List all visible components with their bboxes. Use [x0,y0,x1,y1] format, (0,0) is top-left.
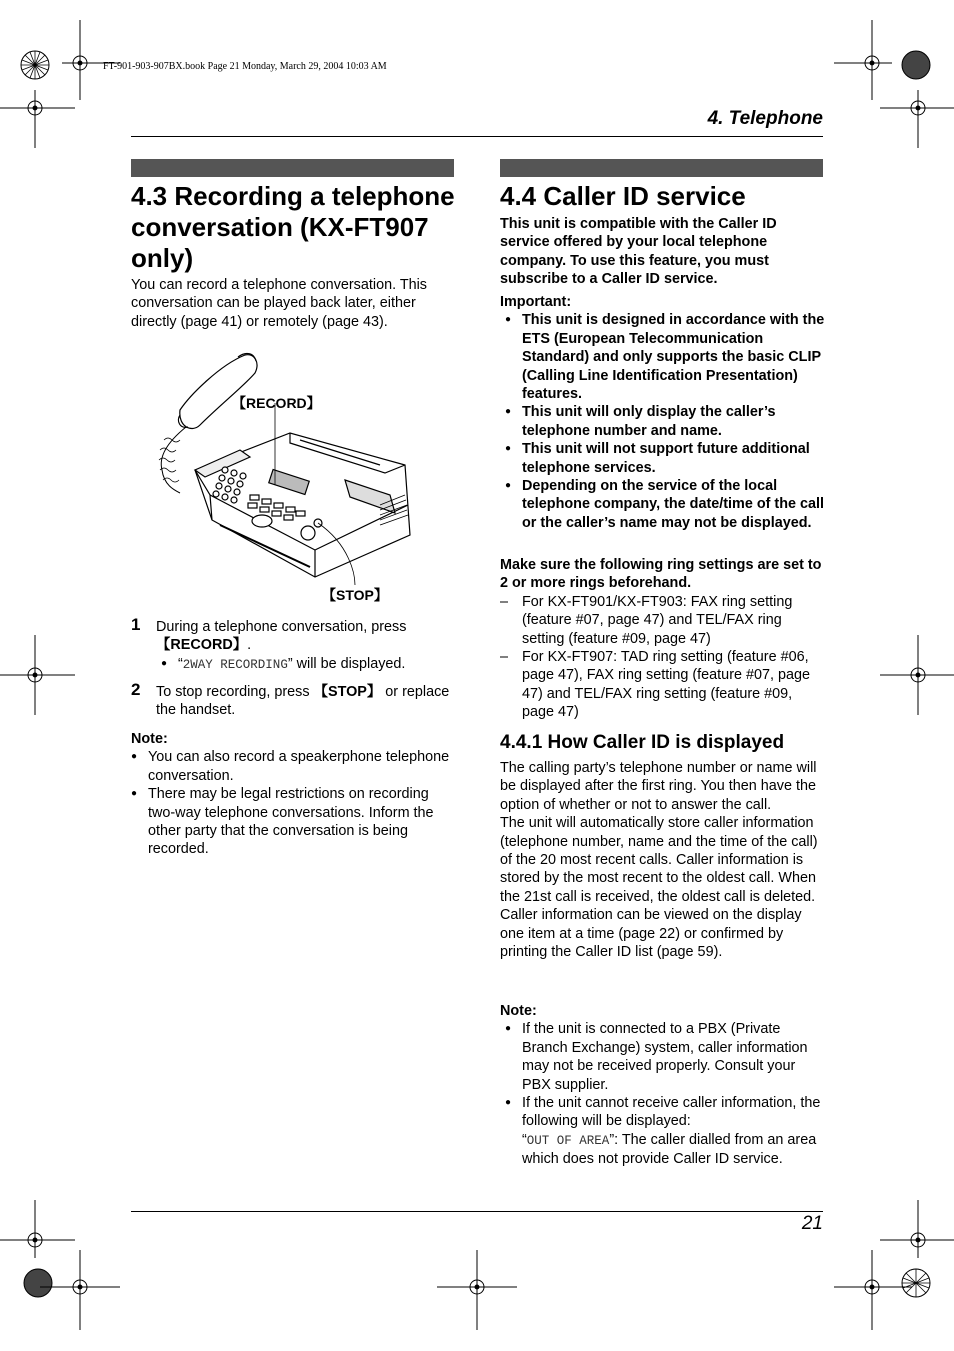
step-1-text: During a telephone conversation, press [156,619,407,635]
step-1-bullets [156,655,456,674]
note-caller-id [500,1002,825,1169]
lcd-2way-recording: 2WAY RECORDING [182,657,288,672]
section-title-4-4: 4.4 Caller ID service [500,181,746,211]
important-item: ● This unit will only display the caller’s telephone number and name. [500,403,825,440]
important-heading: Important: [500,294,572,310]
step-2-number: 2 [131,680,141,699]
note-item [500,1094,825,1169]
page-number: 21 [801,1213,823,1234]
intro-caller-id: This unit is compatible with the Caller ID service offered by your local telephone company. To use this feature, you must subscribe to a Caller ID service. [500,216,777,288]
lcd-out-of-area: OUT OF AREA [526,1133,610,1148]
fax-figure [150,345,420,610]
important-block [500,293,825,532]
section-bar-left [131,159,454,177]
quote-open: “ [178,655,183,672]
ring-settings-item: – For KX-FT907: TAD ring setting (feature #06, page 47), FAX ring setting (feature #07, page 47) and TEL/FAX ring setting (feature #09, page 47) [500,648,825,722]
note-item-rest: ”: The caller dialled from an area which does not provide Caller ID service. [522,1131,817,1168]
record-callout-label: 【RECORD】 [232,395,321,411]
ring-settings-heading: Make sure the following ring settings are set to 2 or more rings beforehand. [500,557,822,592]
note-item: ● You can also record a speakerphone telephone conversation. [126,748,456,785]
note-list [500,1020,825,1168]
record-key: 【RECORD】 [156,637,248,654]
step-1-period: . [247,637,252,654]
note-heading: Note: [131,731,168,747]
fax-machine-illustration [150,345,420,610]
step-1-bullet [156,655,456,674]
note-item-text: If the unit cannot receive caller information, the following will be displayed: [522,1095,821,1130]
important-item: ● This unit is designed in accordance with the ETS (European Telecommunication Standard) and only supports the basic CLIP (Calling Line Identification Presentation) features. [500,311,825,403]
note-heading: Note: [500,1003,537,1019]
footer-rule [131,1211,823,1212]
intro-recording: You can record a telephone conversation. This conversation can be played back later, either directly (page 41) or remotely (page 43). [131,277,428,330]
stop-key: 【STOP】 [313,684,382,700]
ring-settings-list [500,593,825,722]
quote-open: “ [522,1131,527,1148]
step-2 [131,680,456,720]
section-bar-right [500,159,823,177]
step-2-text: To stop recording, press [156,684,314,700]
step-1 [131,615,456,674]
stop-callout-label: 【STOP】 [322,587,388,603]
caller-id-paragraph: The unit will automatically store caller information (telephone number, name and the time of the call) of the 20 most recent calls. Caller information is stored by the most recent to the oldest call. When the 21st call is received, the oldest call is deleted. [500,815,818,905]
section-header: 4. Telephone [707,108,823,129]
caller-id-body [500,759,825,961]
subsection-title-4-4-1: 4.4.1 How Caller ID is displayed [500,732,785,753]
printer-line: FT-901-903-907BX.book Page 21 Monday, March 29, 2004 10:03 AM [103,61,387,72]
caller-id-paragraph: Caller information can be viewed on the display one item at a time (page 22) or confirmed by printing the Caller ID list (page 59). [500,907,802,961]
ring-settings-block [500,556,825,722]
caller-id-paragraph: The calling party’s telephone number or name will be displayed after the first ring. You then have the option of whether or not to answer the call. [500,760,817,813]
ring-settings-item: – For KX-FT901/KX-FT903: FAX ring setting (feature #07, page 47) and TEL/FAX ring setting (feature #09, page 47) [500,593,825,648]
note-recording [131,730,456,859]
section-title-4-3: 4.3 Recording a telephone conversation (KX-FT907 only) [131,181,455,273]
step-1-number: 1 [131,615,141,634]
note-list [126,748,456,858]
important-list [500,311,825,532]
bullet-text: ” will be displayed. [287,655,406,672]
important-item: ● Depending on the service of the local telephone company, the date/time of the call or the caller’s name may not be displayed. [500,477,825,532]
note-item: ● There may be legal restrictions on recording two-way telephone conversations. Inform the other party that the conversation is being recorded. [126,785,456,859]
important-item: ● This unit will not support future additional telephone services. [500,440,825,477]
step-2-rest: or replace the handset. [156,684,450,719]
note-item: ● If the unit is connected to a PBX (Private Branch Exchange) system, caller information may not be received properly. Consult your PBX supplier. [500,1020,825,1094]
header-rule [131,136,823,137]
